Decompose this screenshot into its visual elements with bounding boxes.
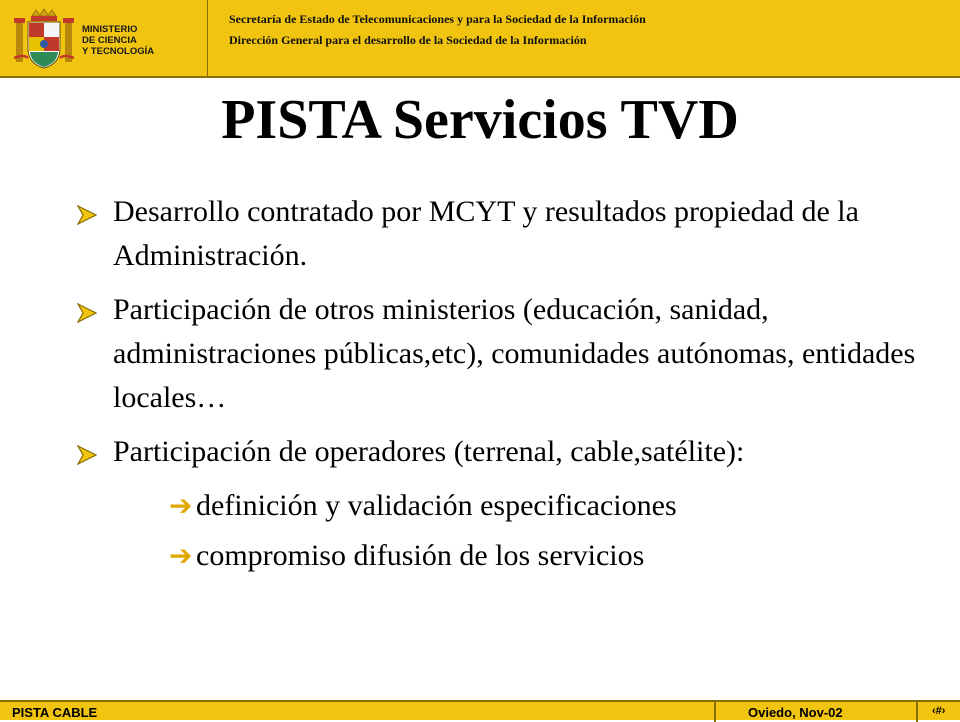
slide-title: PISTA Servicios TVD bbox=[221, 89, 739, 151]
bullet-text: Desarrollo contratado por MCYT y resultados propiedad de la Administración. bbox=[113, 195, 859, 272]
footer-divider bbox=[714, 702, 716, 722]
arrow-bullet-icon bbox=[76, 445, 98, 465]
ministry-line-3: Y TECNOLOGÍA bbox=[82, 46, 155, 57]
header-text bbox=[229, 9, 646, 51]
ministry-logo bbox=[0, 0, 208, 78]
bullet-item bbox=[76, 190, 936, 278]
footer-right-text: Oviedo, Nov-02 bbox=[748, 705, 843, 720]
bullet-text: Participación de operadores (terrenal, cable,satélite): bbox=[113, 435, 745, 468]
sub-arrow-icon: ➔ bbox=[169, 539, 193, 572]
arrow-bullet-icon bbox=[76, 303, 98, 323]
slide-number: ‹#› bbox=[932, 705, 946, 717]
sub-arrow-icon: ➔ bbox=[169, 489, 193, 522]
sub-bullet-text: compromiso difusión de los servicios bbox=[196, 539, 645, 572]
sub-bullet-item bbox=[76, 534, 936, 578]
header-line-1: Secretaría de Estado de Telecomunicaciones y para la Sociedad de la Información bbox=[229, 12, 646, 26]
arrow-bullet-icon bbox=[76, 205, 98, 225]
ministry-line-2: DE CIENCIA bbox=[82, 35, 137, 46]
bullet-item bbox=[76, 288, 936, 420]
sub-bullet-text: definición y validación especificaciones bbox=[196, 489, 677, 522]
bullet-list bbox=[76, 190, 936, 584]
footer-left-text: PISTA CABLE bbox=[12, 705, 98, 720]
footer-divider bbox=[916, 702, 918, 722]
header-line-2: Dirección General para el desarrollo de la Sociedad de la Información bbox=[229, 33, 587, 47]
bullet-text: Participación de otros ministerios (educación, sanidad, administraciones públicas,etc), comunidades autónomas, entidades locales… bbox=[113, 293, 916, 414]
header-band bbox=[0, 0, 960, 78]
ministry-name bbox=[82, 24, 202, 57]
bullet-item bbox=[76, 430, 936, 474]
sub-bullet-item bbox=[76, 484, 936, 528]
coat-of-arms-icon bbox=[14, 8, 74, 70]
ministry-line-1: MINISTERIO bbox=[82, 24, 138, 35]
footer-band bbox=[0, 700, 960, 720]
